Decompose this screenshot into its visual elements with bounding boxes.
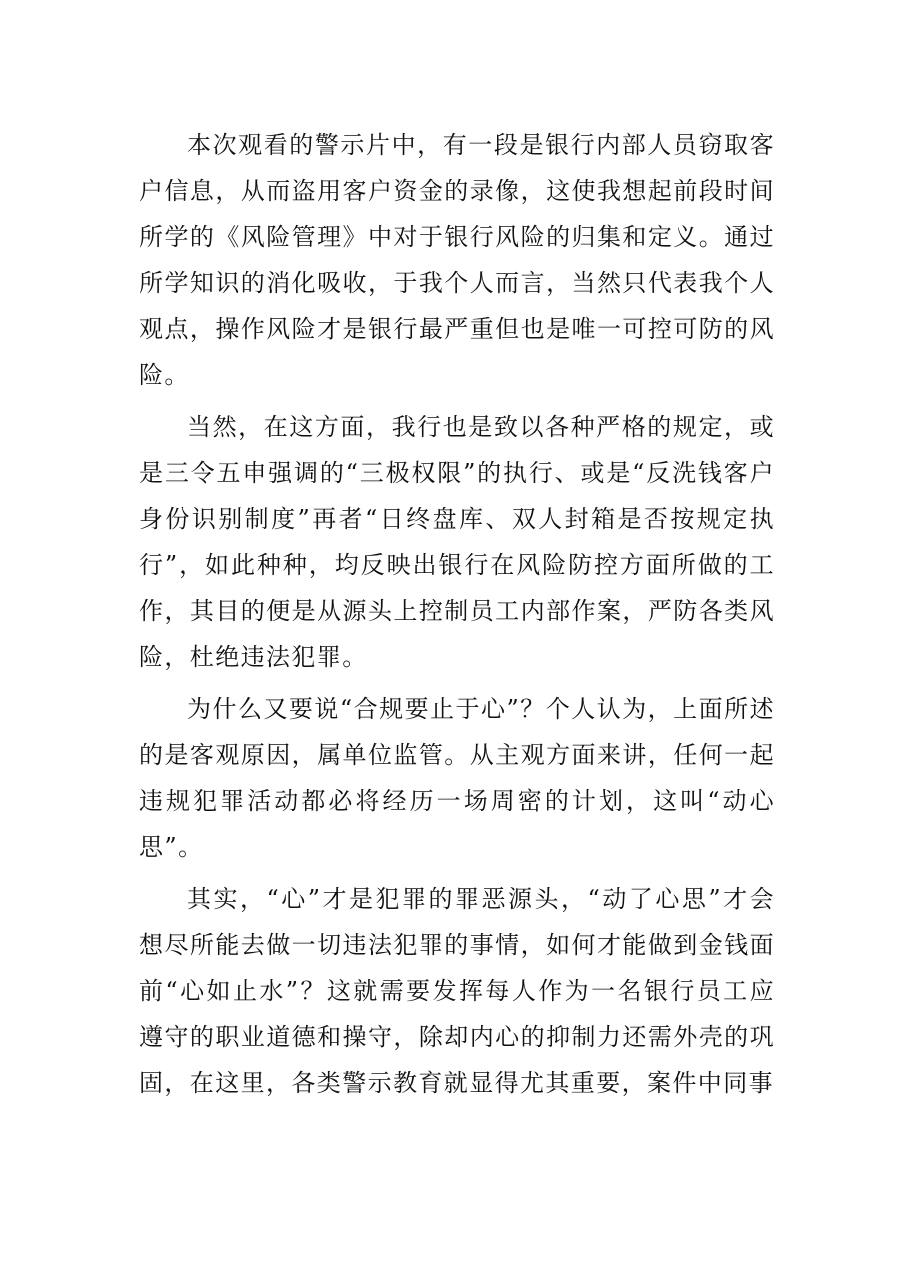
paragraph-4: 其实，“心”才是犯罪的罪恶源头，“动了心思”才会想尽所能去做一切违法犯罪的事情，如何才能做到金钱面前“心如止水”？这就需要发挥每人作为一名银行员工应遵守的职业道德和操守，除却内心的抑制力还需外壳的巩固，在这里，各类警示教育就显得尤其重要，案件中同事 [139,885,775,1097]
paragraph-1: 本次观看的警示片中，有一段是银行内部人员窃取客户信息，从而盗用客户资金的录像，这使我想起前段时间所学的《风险管理》中对于银行风险的归集和定义。通过所学知识的消化吸收，于我个人而言，当然只代表我个人观点，操作风险才是银行最严重但也是唯一可控可防的风险。 [139,131,775,389]
paragraph-3: 为什么又要说“合规要止于心”？个人认为，上面所述的是客观原因，属单位监管。从主观方面来讲，任何一起违规犯罪活动都必将经历一场周密的计划，这叫“动心思”。 [139,695,775,861]
document-body [139,122,775,1106]
paragraph-2: 当然，在这方面，我行也是致以各种严格的规定，或是三令五申强调的“三极权限”的执行、或是“反洗钱客户身份识别制度”再者“日终盘库、双人封箱是否按规定执行”，如此种种，均反映出银行在风险防控方面所做的工作，其目的便是从源头上控制员工内部作案，严防各类风险，杜绝违法犯罪。 [139,413,775,671]
